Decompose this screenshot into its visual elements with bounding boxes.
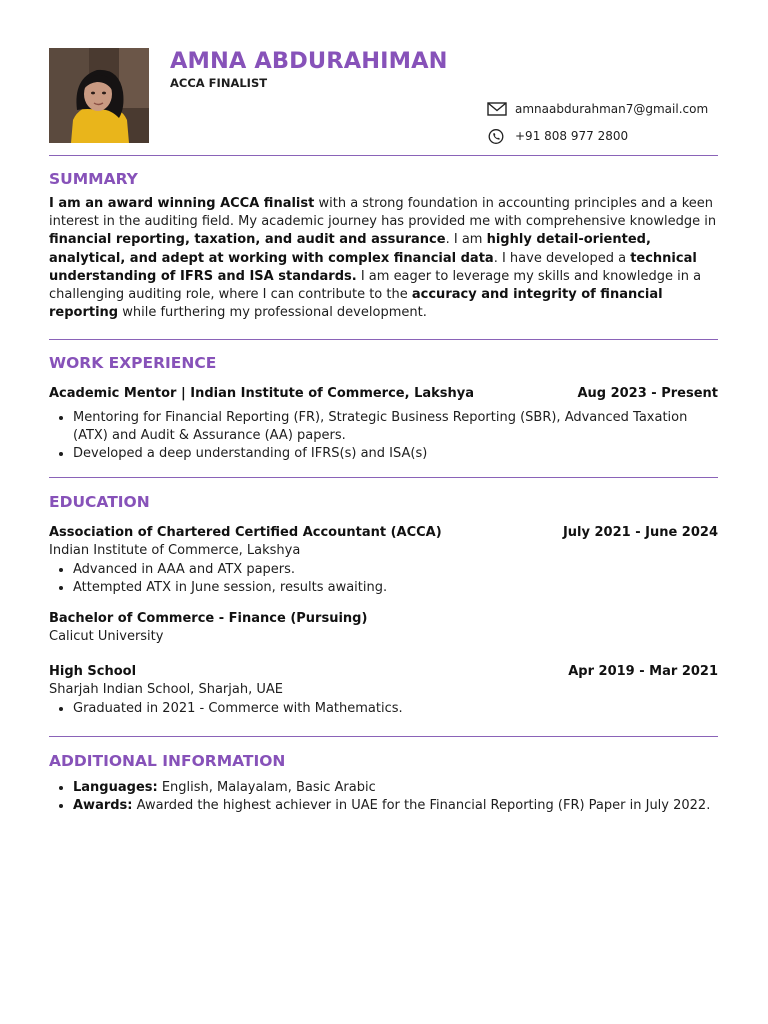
email-text[interactable]: amnaabdurahman7@gmail.com [515, 102, 709, 116]
contact-email [487, 100, 708, 118]
additional-info-heading: ADDITIONAL INFORMATION [49, 752, 286, 770]
summary-bold-1: I am an award winning ACCA finalist [49, 196, 315, 211]
candidate-role: ACCA FINALIST [170, 76, 268, 90]
education-header-bcom [49, 611, 718, 626]
info-label: Awards: [73, 798, 133, 814]
education-bullets [49, 700, 718, 718]
phone-text[interactable]: +91 808 977 2800 [515, 129, 629, 143]
candidate-name: AMNA ABDURAHIMAN [170, 48, 448, 74]
summary-text-10: while furthering my professional development. [118, 305, 427, 321]
degree-title: High School [49, 664, 137, 679]
list-item [73, 797, 718, 815]
work-experience-heading: WORK EXPERIENCE [49, 354, 217, 372]
degree-dates: July 2021 - June 2024 [562, 525, 718, 540]
education-header-highschool [49, 664, 718, 679]
job-dates: Aug 2023 - Present [577, 386, 718, 401]
profile-photo [49, 48, 149, 143]
education-bullets [49, 561, 718, 597]
list-item [73, 779, 718, 797]
info-label: Languages: [73, 780, 158, 795]
divider [49, 477, 718, 478]
list-item: • Attempted ATX in June session, results awaiting. [73, 579, 718, 597]
degree-title: Bachelor of Commerce - Finance (Pursuing) [49, 611, 368, 626]
summary-text-6: . I have developed a [493, 250, 631, 266]
divider [49, 155, 718, 156]
divider [49, 339, 718, 340]
profile-photo-illustration [49, 48, 149, 143]
summary-bold-9: accuracy and integrity of financial reporting [49, 287, 663, 321]
job-bullets [49, 409, 718, 464]
phone-icon [487, 128, 507, 144]
job-header [49, 386, 718, 401]
summary-heading: SUMMARY [49, 170, 138, 188]
list-item: • Advanced in AAA and ATX papers. [73, 561, 718, 579]
contact-phone [487, 127, 628, 145]
summary-bold-5: highly detail-oriented, analytical, and adept at working with complex financial data [49, 232, 651, 266]
education-heading: EDUCATION [49, 493, 150, 511]
summary-text-8: I am eager to leverage my skills and knowledge in a challenging auditing role, where I can contribute to the [49, 268, 702, 303]
list-item: • Mentoring for Financial Reporting (FR), Strategic Business Reporting (SBR), Advanced Taxation (ATX) and Audit & Assurance (AA) papers. [73, 409, 718, 445]
education-header-acca [49, 525, 718, 540]
summary-bold-7: technical understanding of IFRS and ISA standards. [49, 250, 697, 284]
summary-text-4: . I am [445, 232, 487, 248]
additional-info-list [49, 779, 718, 815]
list-item: • Graduated in 2021 - Commerce with Mathematics. [73, 700, 718, 718]
degree-title: Association of Chartered Certified Accountant (ACCA) [49, 525, 442, 540]
summary-text [49, 195, 718, 322]
divider [49, 736, 718, 737]
info-text: English, Malayalam, Basic Arabic [157, 780, 376, 795]
summary-text-2: with a strong foundation in accounting principles and a keen interest in the auditing field. My academic journey has provided me with comprehensive knowledge in [49, 196, 717, 230]
envelope-icon [487, 101, 507, 117]
list-item: • Developed a deep understanding of IFRS(s) and ISA(s) [73, 445, 718, 463]
degree-dates: Apr 2019 - Mar 2021 [568, 664, 718, 679]
summary-bold-3: financial reporting, taxation, and audit and assurance [49, 232, 446, 248]
school-name: Indian Institute of Commerce, Lakshya [49, 543, 301, 558]
school-name: Sharjah Indian School, Sharjah, UAE [49, 682, 283, 697]
job-title: Academic Mentor | Indian Institute of Commerce, Lakshya [49, 386, 475, 401]
info-text: Awarded the highest achiever in UAE for the Financial Reporting (FR) Paper in July 2022. [132, 798, 711, 814]
school-name: Calicut University [49, 629, 164, 644]
